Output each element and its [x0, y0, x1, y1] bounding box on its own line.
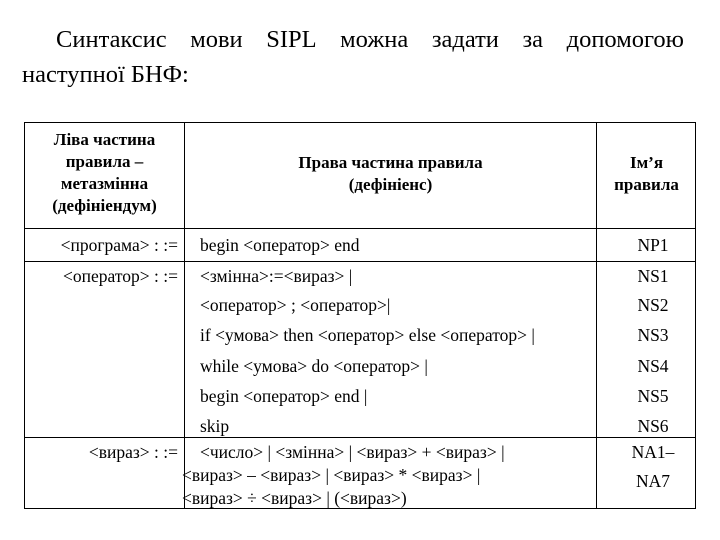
header-left-part: [25, 129, 184, 217]
rule-left-program: <програма> : :=: [60, 235, 178, 255]
header-line: метазмінна: [60, 174, 149, 193]
intro-word: SIPL: [266, 26, 317, 53]
rule-right-line: if <умова> then <оператор> else <оператор> |: [200, 325, 535, 345]
header-rule-name: [597, 152, 696, 196]
rule-left-expression: <вираз> : :=: [88, 442, 178, 462]
rule-right-line: skip: [200, 416, 230, 436]
rule-name: NS4: [637, 356, 669, 376]
table-divider: [24, 437, 696, 438]
rule-right-line: while <умова> do <оператор> |: [200, 356, 428, 376]
intro-word: мови: [190, 26, 243, 53]
rule-name: NA7: [635, 471, 671, 491]
rule-name: NS6: [637, 416, 669, 436]
header-line: Ліва частина: [53, 130, 156, 149]
rule-right-line: <оператор> ; <оператор>|: [200, 295, 391, 315]
rule-right-line: <вираз> ÷ <вираз> | (<вираз>): [182, 488, 407, 508]
rule-right-line: <змінна>:=<вираз> |: [200, 266, 353, 286]
rule-name: NS3: [637, 325, 669, 345]
rule-name: NA1–: [631, 442, 675, 462]
intro-word: задати: [431, 26, 499, 53]
rule-right-line: <вираз> – <вираз> | <вираз> * <вираз> |: [182, 465, 481, 485]
rule-name: NS5: [637, 386, 669, 406]
rule-right-line: begin <оператор> end: [200, 235, 360, 255]
rule-left-operator: <оператор> : :=: [63, 266, 178, 286]
header-line: Права частина правила: [298, 153, 483, 172]
intro-line-2: наступної БНФ:: [22, 61, 189, 88]
intro-paragraph: [22, 22, 684, 92]
intro-word: допомогою: [566, 26, 684, 53]
table-divider: [24, 261, 696, 262]
rule-right-line: begin <оператор> end |: [200, 386, 368, 406]
header-line: правила –: [65, 152, 144, 171]
intro-word: можна: [340, 26, 409, 53]
table-divider: [24, 228, 696, 229]
header-line: (дефініенс): [348, 175, 433, 194]
header-right-part: [185, 152, 596, 196]
rule-name: NS2: [637, 295, 669, 315]
header-line: (дефініендум): [52, 196, 157, 215]
header-line: Ім’я: [629, 153, 664, 172]
rule-right-line: <число> | <змінна> | <вираз> + <вираз> |: [200, 442, 505, 462]
intro-word: за: [522, 26, 544, 53]
header-line: правила: [614, 175, 679, 194]
intro-word: Синтаксис: [56, 26, 167, 53]
rule-name: NP1: [637, 235, 669, 255]
rule-name: NS1: [637, 266, 669, 286]
intro-line-1: [22, 22, 684, 57]
